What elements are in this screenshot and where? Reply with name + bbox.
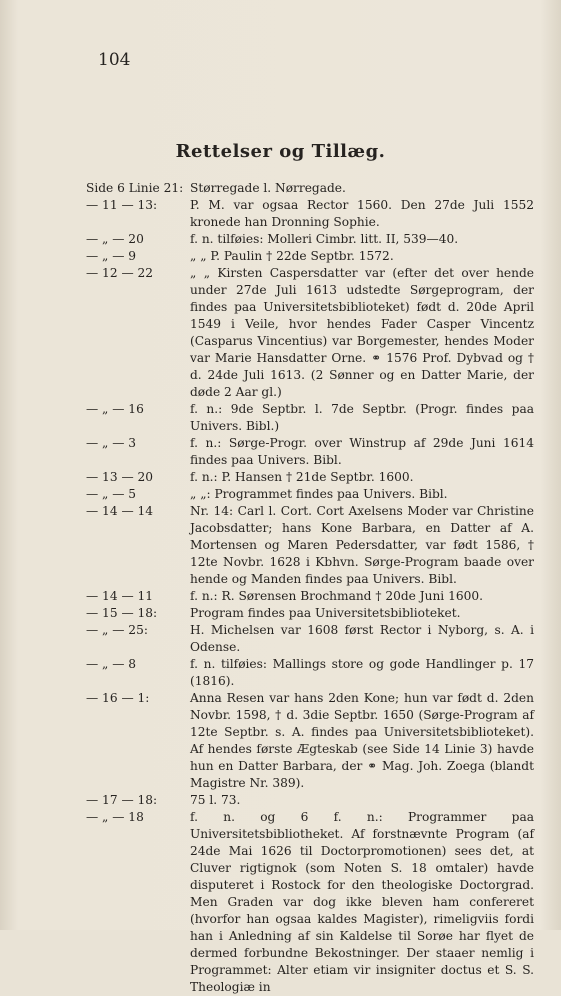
entry-reference: — „ — 3 — [86, 436, 137, 450]
entry-text: „ „: Programmet findes paa Univers. Bibl. — [190, 487, 448, 501]
entry-text: f. n. tilføies: Mallings store og gode Handlinger p. 17 (1816). — [190, 657, 534, 688]
errata-entry — [86, 435, 534, 469]
errata-entry — [86, 809, 534, 996]
entry-text: H. Michelsen var 1608 først Rector i Nyborg, s. A. i Odense. — [190, 623, 534, 654]
entry-text: f. n.: Sørge-Progr. over Winstrup af 29de Juni 1614 findes paa Univers. Bibl. — [190, 436, 534, 467]
entry-text: „ „ Kirsten Caspersdatter var (efter det over hende under 27de Juli 1613 udstedte Sørgeprogram, der findes paa Universitetsbiblioteket) født d. 20de April 1549 i Veile, hvor hendes Fader Casper Vincentz (Casparus Vincentius) var Borgemester, hendes Moder var Marie Hansdatter Orne. ⚭ 1576 Prof. Dybvad og † d. 24de Juli 1613. (2 Sønner og en Datter Marie, der døde 2 Aar gl.) — [190, 266, 534, 399]
entry-reference: — 14 — 11 — [86, 589, 154, 603]
errata-entry — [86, 503, 534, 588]
entry-reference: — 14 — 14 — [86, 504, 154, 518]
errata-entry — [86, 622, 534, 656]
errata-entry — [86, 656, 534, 690]
errata-entry — [86, 197, 534, 231]
errata-list — [86, 180, 534, 996]
errata-entry — [86, 588, 534, 605]
entry-reference: — „ — 20 — [86, 232, 144, 246]
entry-reference: — „ — 8 — [86, 657, 137, 671]
entry-reference: — 11 — 13: — [86, 198, 158, 212]
errata-entry — [86, 690, 534, 792]
entry-reference: — „ — 25: — [86, 623, 148, 637]
errata-entry — [86, 605, 534, 622]
errata-entry — [86, 265, 534, 401]
errata-entry — [86, 792, 534, 809]
entry-text: Anna Resen var hans 2den Kone; hun var født d. 2den Novbr. 1598, † d. 3die Septbr. 1650 (Sørge-Program af 12te Septbr. s. A. findes paa Universitetsbiblioteket). Af hendes første Ægteskab (see Side 14 Linie 3) havde hun en Datter Barbara, der ⚭ Mag. Joh. Zoega (blandt Magistre Nr. 389). — [190, 691, 534, 790]
entry-reference: — 16 — 1: — [86, 691, 150, 705]
errata-entry — [86, 486, 534, 503]
entry-text: f. n.: P. Hansen † 21de Septbr. 1600. — [190, 470, 414, 484]
entry-text: P. M. var ogsaa Rector 1560. Den 27de Juli 1552 kronede han Dronning Sophie. — [190, 198, 534, 229]
entry-reference: — 17 — 18: — [86, 793, 158, 807]
entry-text: Nr. 14: Carl l. Cort. Cort Axelsens Moder var Christine Jacobsdatter; hans Kone Barbara, en Datter af A. Mortensen og Maren Pedersdatter, var født 1586, † 12te Novbr. 1628 i Kbhvn. Sørge-Program baade over hende og Manden findes paa Univers. Bibl. — [190, 504, 534, 586]
entry-text: Program findes paa Universitetsbiblioteket. — [190, 606, 461, 620]
entry-text: f. n. tilføies: Molleri Cimbr. litt. II, 539—40. — [190, 232, 459, 246]
section-heading: Rettelser og Tillæg. — [175, 141, 386, 162]
entry-reference: Side 6 Linie 21: — [86, 181, 184, 195]
entry-reference: — „ — 5 — [86, 487, 137, 501]
entry-text: f. n.: R. Sørensen Brochmand † 20de Juni 1600. — [190, 589, 483, 603]
entry-reference: — 13 — 20 — [86, 470, 154, 484]
entry-reference: — 15 — 18: — [86, 606, 158, 620]
entry-reference: — 12 — 22 — [86, 266, 154, 280]
errata-entry — [86, 248, 534, 265]
entry-text: f. n. og 6 f. n.: Programmer paa Universitetsbibliotheket. Af forstnævnte Program (af 24de Mai 1626 til Doctorpromotionen) sees det, at Cluver rigtignok (som Noten S. 18 omtaler) havde disputeret i Rostock for den theologiske Doctorgrad. Men Graden var dog ikke bleven ham confereret (hvorfor han ogsaa kaldes Magister), rimeligviis fordi han i Anledning af sin Kaldelse til Sorøe har flyet de dermed forbundne Bekostninger. Der staaer nemlig i Programmet: Alter etiam vir insigniter doctus et S. S. Theologiæ in — [190, 810, 534, 994]
errata-entry — [86, 180, 534, 197]
errata-entry — [86, 469, 534, 486]
entry-text: Størregade l. Nørregade. — [190, 181, 346, 195]
entry-text: 75 l. 73. — [190, 793, 241, 807]
entry-reference: — „ — 9 — [86, 249, 137, 263]
entry-text: „ „ P. Paulin † 22de Septbr. 1572. — [190, 249, 394, 263]
entry-reference: — „ — 16 — [86, 402, 144, 416]
entry-reference: — „ — 18 — [86, 810, 144, 824]
errata-entry — [86, 401, 534, 435]
entry-text: f. n.: 9de Septbr. l. 7de Septbr. (Progr. findes paa Univers. Bibl.) — [190, 402, 534, 433]
page-number: 104 — [98, 50, 131, 70]
errata-entry — [86, 231, 534, 248]
